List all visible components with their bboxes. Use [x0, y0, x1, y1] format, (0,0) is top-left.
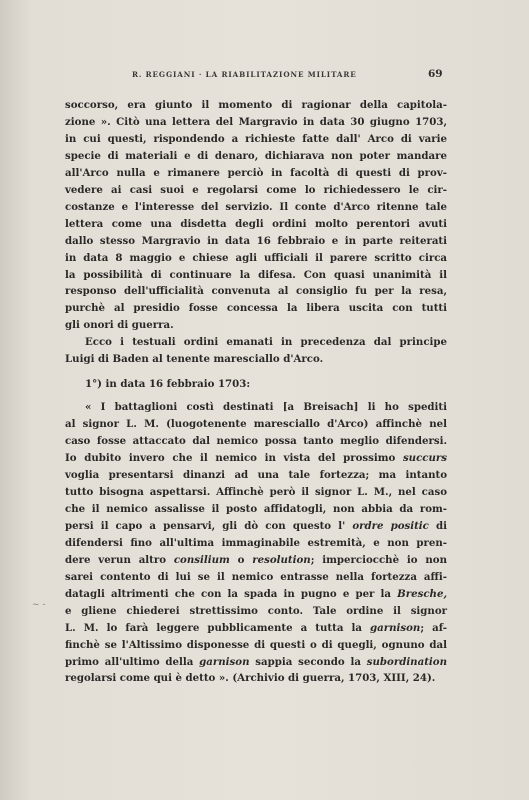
- italic-term: subordination: [366, 655, 447, 668]
- text-line: [65, 450, 447, 467]
- text-line: tutto bisogna aspettarsi. Affinchè però il signor L. M., nel caso: [65, 485, 447, 498]
- text-line: dallo stesso Margravio in data 16 febbraio e in parte reiterati: [65, 234, 447, 247]
- text-line: specie di materiali e di denaro, dichiarava non poter mandare: [65, 149, 447, 162]
- text-line: [65, 620, 447, 637]
- text-segment: datagli altrimenti che con la spada in pugno e per la: [65, 587, 398, 600]
- text-line: gli onori di guerra.: [65, 319, 174, 332]
- page-header: [0, 68, 529, 84]
- text-line: e gliene chiederei strettissimo conto. Tale ordine il signor: [65, 604, 447, 617]
- text-line: in data 8 maggio e chiese agli ufficiali il parere scritto circa: [65, 251, 447, 264]
- text-line: voglia presentarsi dinanzi ad una tale fortezza; ma intanto: [65, 469, 447, 482]
- item-1-heading: [65, 376, 447, 393]
- text-line: 1°) in data 16 febbraio 1703:: [85, 378, 251, 391]
- text-segment: o: [229, 553, 253, 566]
- italic-term: resolution: [252, 553, 311, 566]
- text-segment: di: [428, 519, 448, 532]
- text-line: regolarsi come qui è detto ». (Archivio di guerra, 1703, XIII, 24).: [65, 672, 436, 685]
- italic-term: consilium: [173, 553, 230, 566]
- text-line: « I battaglioni costì destinati [a Breisach] li ho spediti: [85, 401, 447, 414]
- text-line: al signor L. M. (luogotenente maresciallo d'Arco) affinchè nel: [65, 418, 447, 431]
- quoted-order: [65, 399, 447, 687]
- italic-term: garnison: [370, 621, 421, 634]
- text-segment: L. M. lo farà leggere pubblicamente a tutta la: [65, 621, 371, 634]
- text-line: [65, 654, 447, 671]
- text-segment: dere verun altro: [65, 553, 174, 566]
- italic-term: ordre positic: [352, 519, 429, 532]
- text-line: costanze e l'interesse del servizio. Il conte d'Arco ritenne tale: [65, 200, 447, 213]
- text-segment: sappia secondo la: [249, 655, 367, 668]
- text-line: [65, 552, 447, 569]
- text-line: la possibilità di continuare la difesa. Con quasi unanimità il: [65, 268, 447, 281]
- text-segment: Io dubito invero che il nemico in vista del prossimo: [65, 452, 403, 465]
- spacer: [65, 368, 447, 376]
- text-line: soccorso, era giunto il momento di ragionar della capitola-: [65, 99, 447, 111]
- text-line: vedere ai casi suoi e regolarsi come lo richiedessero le cir-: [65, 183, 447, 196]
- margin-mark: ~ -: [32, 600, 46, 610]
- text-line: lettera come una disdetta degli ordini molto perentori avuti: [65, 217, 447, 230]
- page-number: 69: [428, 68, 443, 80]
- running-head: R. REGGIANI · LA RIABILITAZIONE MILITARE: [132, 70, 357, 79]
- text-segment: ; af-: [420, 621, 447, 634]
- text-line: in cui questi, rispondendo a richieste fatte dall' Arco di varie: [65, 132, 447, 145]
- text-line: che il nemico assalisse il posto affidatogli, non abbia da rom-: [65, 502, 447, 515]
- italic-term: garnison: [199, 655, 250, 668]
- text-segment: ; imperciocchè io non: [310, 553, 447, 566]
- italic-term: Bresche,: [397, 587, 447, 600]
- text-line: sarei contento di lui se il nemico entrasse nella fortezza affi-: [65, 570, 447, 583]
- page-body: [65, 97, 447, 687]
- text-line: [65, 518, 447, 535]
- text-line: responso dell'ufficialità convenuta al consiglio fu per la resa,: [65, 285, 447, 298]
- text-segment: persi il capo a pensarvi, gli dò con questo l': [65, 519, 353, 532]
- text-line: caso fosse attaccato dal nemico possa tanto meglio difendersi.: [65, 435, 447, 448]
- text-segment: primo all'ultimo della: [65, 655, 200, 668]
- text-line: difendersi fino all'ultima immaginabile estremità, e non pren-: [65, 536, 447, 549]
- paragraph-1: [65, 97, 447, 334]
- text-line: zione ». Citò una lettera del Margravio in data 30 giugno 1703,: [65, 115, 447, 128]
- italic-term: succurs: [402, 452, 447, 465]
- text-line: finchè se l'Altissimo disponesse di questi o di quegli, ognuno dal: [65, 638, 447, 651]
- text-line: purchè al presidio fosse concessa la libera uscita con tutti: [65, 302, 447, 315]
- text-line: all'Arco nulla e rimanere perciò in facoltà di questi di prov-: [65, 166, 447, 179]
- paragraph-2: [65, 334, 447, 368]
- text-line: Ecco i testuali ordini emanati in precedenza dal principe: [85, 336, 447, 349]
- text-line: [65, 586, 447, 603]
- text-line: Luigi di Baden al tenente maresciallo d'Arco.: [65, 353, 324, 366]
